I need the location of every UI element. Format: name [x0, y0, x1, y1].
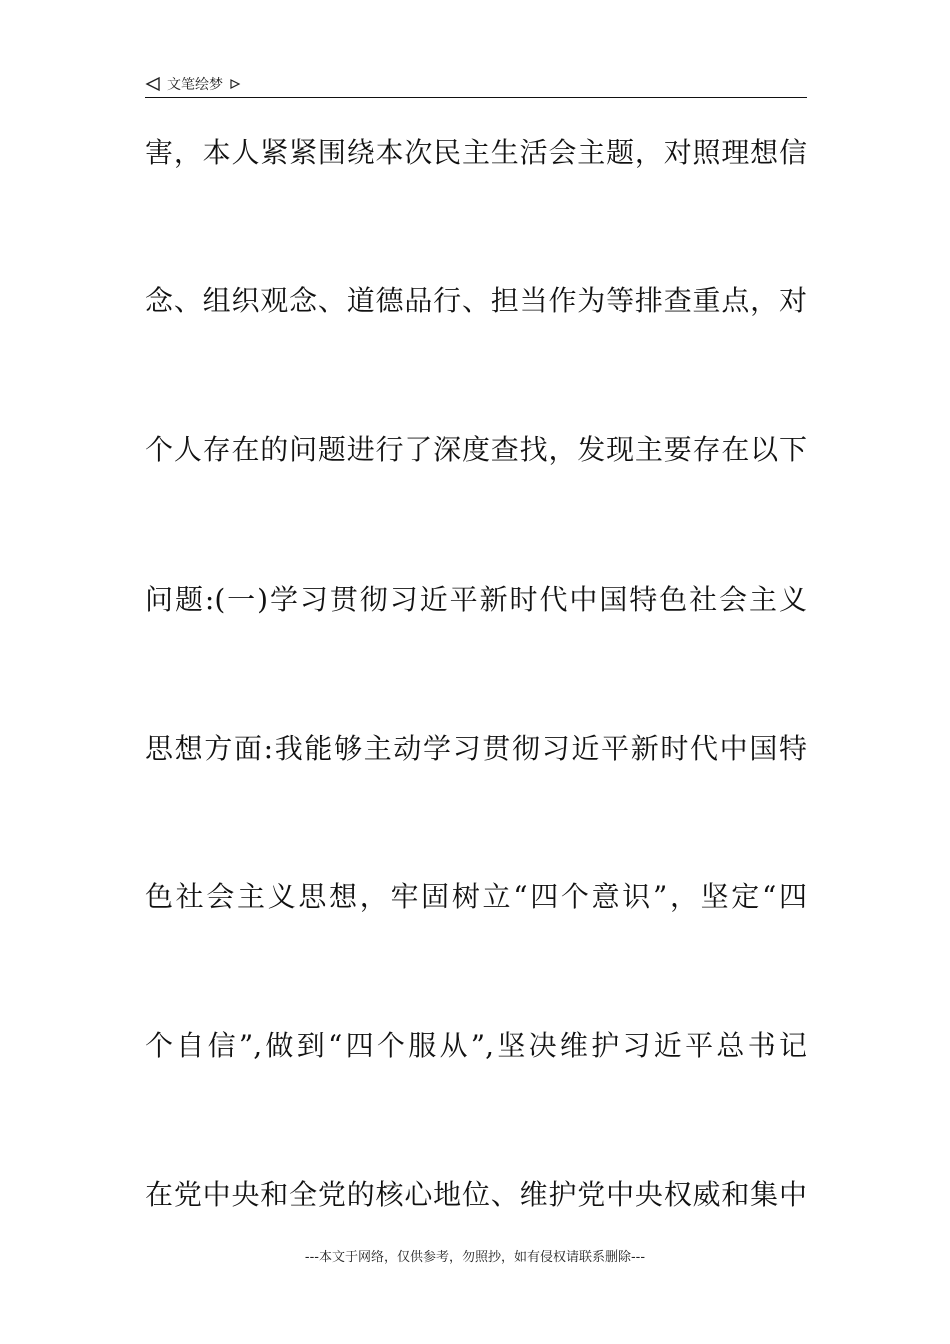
- body-line-1: 害，本人紧紧围绕本次民主生活会主题，对照理想信: [145, 136, 807, 169]
- body-line-6: 色社会主义思想，牢固树立“四个意识”，坚定“四: [145, 880, 807, 913]
- body-line-7: 个自信”,做到“四个服从”,坚决维护习近平总书记: [145, 1029, 807, 1062]
- header-title: 文笔绘梦: [167, 77, 223, 93]
- header-divider: [145, 97, 807, 98]
- page-header: [145, 72, 241, 96]
- left-triangle-icon: [145, 76, 161, 92]
- body-line-2: 念、组织观念、道德品行、担当作为等排查重点，对: [145, 284, 807, 317]
- footer-notice: ---本文于网络，仅供参考，勿照抄，如有侵权请联系删除---: [304, 1250, 646, 1265]
- body-line-4: 问题:(一)学习贯彻习近平新时代中国特色社会主义: [145, 583, 807, 616]
- body-line-3: 个人存在的问题进行了深度查找，发现主要存在以下: [145, 433, 807, 466]
- body-line-5: 思想方面:我能够主动学习贯彻习近平新时代中国特: [145, 732, 807, 765]
- right-triangle-icon: [229, 78, 241, 90]
- body-line-8: 在党中央和全党的核心地位、维护党中央权威和集中: [145, 1178, 807, 1211]
